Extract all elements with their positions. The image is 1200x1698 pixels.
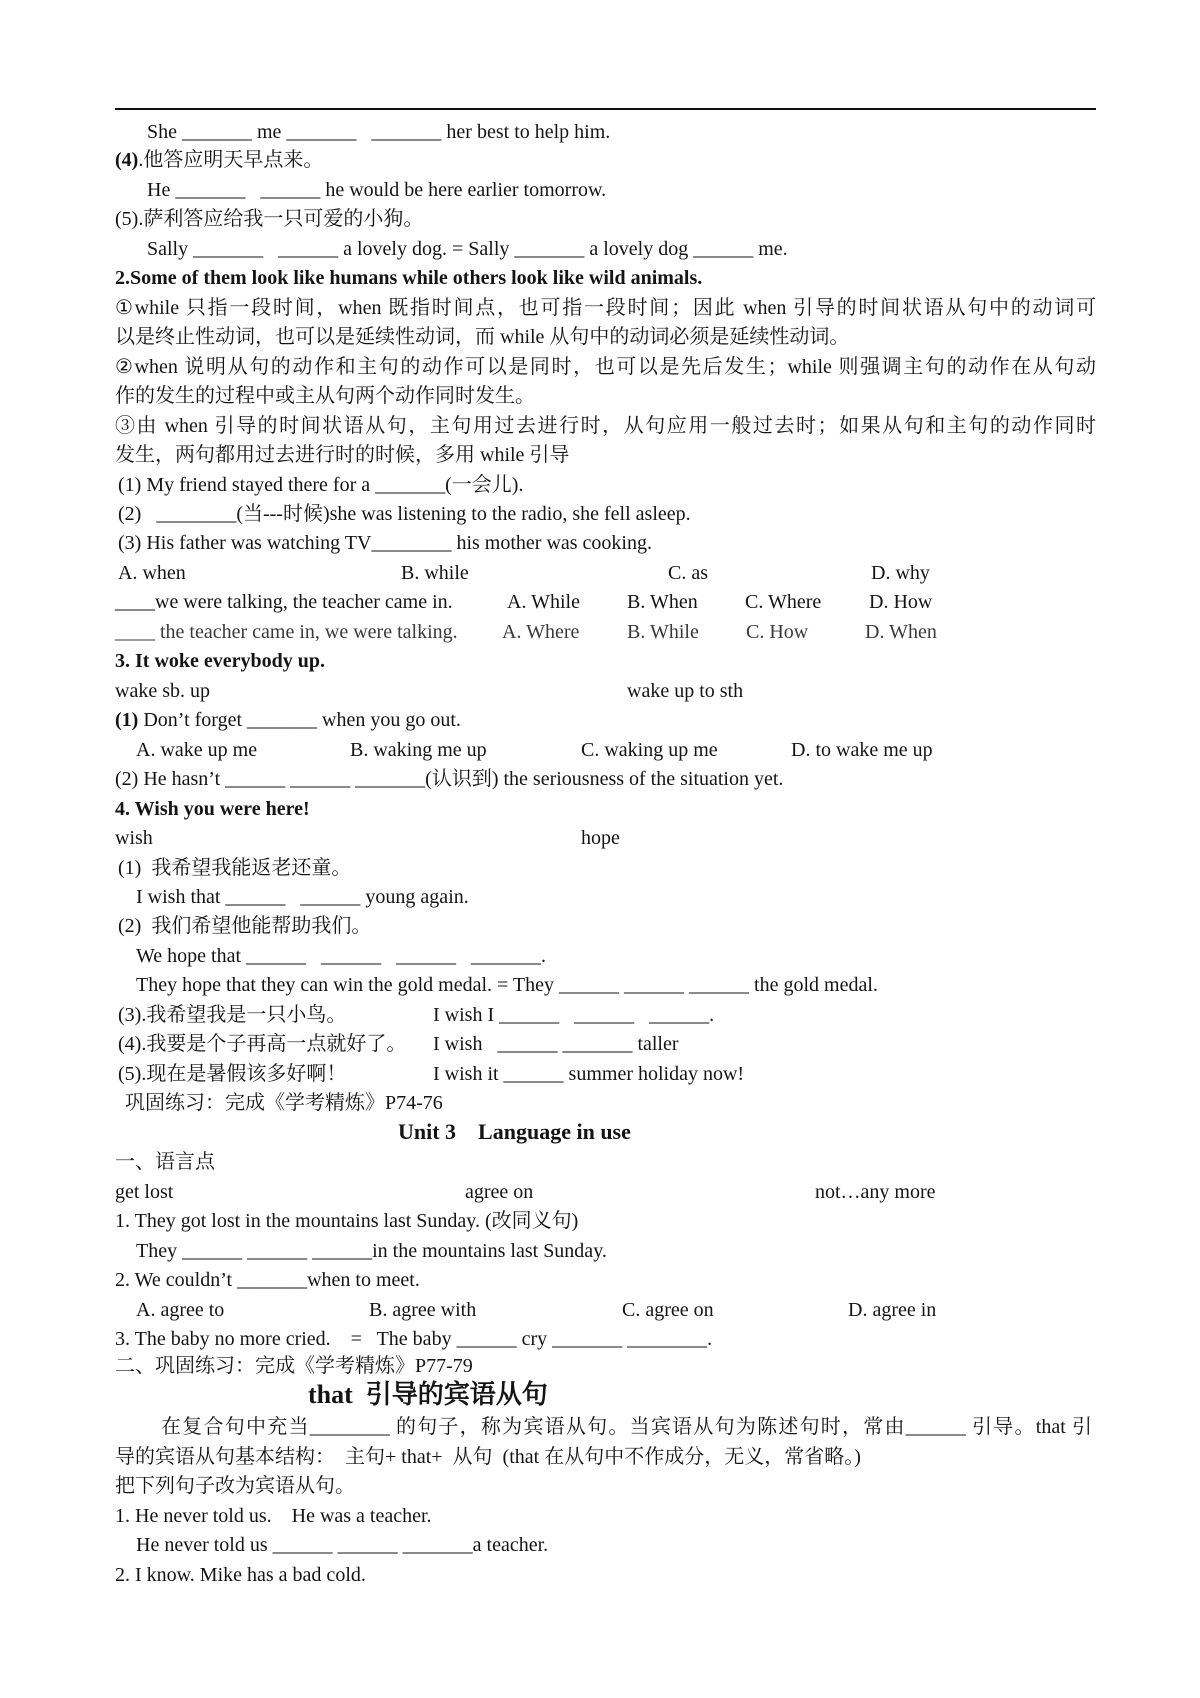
grammar-note: ①while 只指一段时间，when 既指时间点，也可指一段时间；因此 when 引导的时间状语从句中的动词可	[115, 297, 1096, 319]
section-heading: 4. Wish you were here!	[115, 798, 310, 820]
phrase-item: wake sb. up	[115, 680, 210, 702]
phrase-item: not…any more	[815, 1181, 936, 1203]
section-title: that 引导的宾语从句	[308, 1380, 548, 1409]
phrase-item: agree on	[465, 1181, 534, 1203]
exercise-prompt-cn	[115, 149, 323, 171]
option-d: D. How	[869, 591, 933, 613]
phrase-item: wish	[115, 827, 153, 849]
exercise-line: He never told us ______ ______ _______a teacher.	[136, 1534, 549, 1556]
option-b: B. waking me up	[350, 739, 487, 761]
option-d: D. When	[865, 621, 937, 643]
phrase-item: get lost	[115, 1181, 174, 1203]
option-c: C. Where	[745, 591, 822, 613]
grammar-note: 导的宾语从句基本结构： 主句+ that+ 从句 (that 在从句中不作成分，无义，常省略。)	[115, 1446, 861, 1468]
mc-question: ____ the teacher came in, we were talking.	[115, 621, 458, 643]
section-label: 一、语言点	[115, 1151, 215, 1173]
option-c: C. as	[668, 562, 708, 584]
exercise-line: I wish it ______ summer holiday now!	[433, 1063, 745, 1085]
grammar-note: ②when 说明从句的动作和主句的动作可以是同时，也可以是先后发生；while 则强调主句的动作在从句动	[115, 356, 1096, 378]
exercise-line: I wish ______ _______ taller	[433, 1033, 679, 1055]
option-a: A. wake up me	[136, 739, 258, 761]
mc-question: ____we were talking, the teacher came in.	[115, 591, 453, 613]
exercise-line: We hope that ______ ______ ______ _______.	[136, 945, 547, 967]
option-b: B. While	[627, 621, 699, 643]
grammar-note: 在复合句中充当________ 的句子，称为宾语从句。当宾语从句为陈述句时，常由______ 引导。that 引	[161, 1416, 1092, 1438]
phrase-item: wake up to sth	[627, 680, 744, 702]
exercise-prompt-cn: (5).萨利答应给我一只可爱的小狗。	[115, 208, 424, 230]
fill-in-question: (2) ________(当---时候)she was listening to the radio, she fell asleep.	[118, 503, 691, 525]
section-heading: 3. It woke everybody up.	[115, 650, 326, 672]
fill-in-question: (2) He hasn’t ______ ______ _______(认识到) the seriousness of the situation yet.	[115, 768, 784, 790]
option-a: A. agree to	[136, 1299, 225, 1321]
question-number: (1)	[115, 709, 139, 731]
option-d: D. agree in	[848, 1299, 937, 1321]
exercise-prompt-cn: (5).现在是暑假该多好啊！	[118, 1063, 347, 1085]
option-b: B. agree with	[369, 1299, 477, 1321]
exercise-line: 3. The baby no more cried. = The baby ______ cry _______ ________.	[115, 1328, 713, 1350]
exercise-text: .他答应明天早点来。	[138, 149, 324, 171]
exercise-prompt-cn: (2) 我们希望他能帮助我们。	[118, 915, 372, 937]
header-rule	[115, 108, 1096, 110]
option-c: C. How	[746, 621, 809, 643]
grammar-note: 作的发生的过程中或主从句两个动作同时发生。	[115, 385, 535, 407]
option-b: B. When	[627, 591, 698, 613]
exercise-line: He _______ ______ he would be here earlier tomorrow.	[147, 179, 607, 201]
fill-in-question: (1) My friend stayed there for a _______(一会儿).	[118, 474, 524, 496]
exercise-line: She _______ me _______ _______ her best to help him.	[147, 121, 611, 143]
option-d: D. why	[871, 562, 930, 584]
exercise-prompt-cn: (1) 我希望我能返老还童。	[118, 857, 352, 879]
exercise-prompt-cn: (3).我希望我是一只小鸟。	[118, 1004, 347, 1026]
option-a: A. when	[118, 562, 186, 584]
exercise-line: They hope that they can win the gold medal. = They ______ ______ ______ the gold medal.	[136, 974, 878, 996]
section-label: 二、巩固练习：完成《学考精炼》P77-79	[115, 1355, 473, 1377]
exercise-line: 1. He never told us. He was a teacher.	[115, 1505, 432, 1527]
grammar-note: ③由 when 引导的时间状语从句，主句用过去进行时，从句应用一般过去时；如果从句和主句的动作同时	[115, 415, 1096, 437]
question-text: Don’t forget _______ when you go out.	[138, 709, 461, 731]
exercise-line: They ______ ______ ______in the mountains last Sunday.	[136, 1240, 607, 1262]
exercise-prompt-cn: (4).我要是个子再高一点就好了。	[118, 1033, 407, 1055]
exercise-number: (4)	[115, 149, 139, 171]
exercise-line: I wish that ______ ______ young again.	[136, 886, 469, 908]
option-c: C. waking up me	[581, 739, 718, 761]
unit-title: Unit 3 Language in use	[398, 1119, 631, 1144]
section-heading: 2.Some of them look like humans while others look like wild animals.	[115, 267, 703, 289]
mc-question: 2. We couldn’t _______when to meet.	[115, 1269, 420, 1291]
instruction: 把下列句子改为宾语从句。	[115, 1475, 355, 1497]
mc-question	[115, 709, 461, 731]
exercise-line: Sally _______ ______ a lovely dog. = Sally _______ a lovely dog ______ me.	[147, 238, 788, 260]
exercise-line: 2. I know. Mike has a bad cold.	[115, 1564, 366, 1586]
phrase-item: hope	[581, 827, 620, 849]
option-b: B. while	[401, 562, 469, 584]
fill-in-question: (3) His father was watching TV________ his mother was cooking.	[118, 532, 652, 554]
option-c: C. agree on	[622, 1299, 714, 1321]
practice-note: 巩固练习：完成《学考精炼》P74-76	[125, 1092, 443, 1114]
grammar-note: 发生，两句都用过去进行时的时候，多用 while 引导	[115, 444, 570, 466]
option-a: A. While	[507, 591, 580, 613]
option-d: D. to wake me up	[791, 739, 933, 761]
exercise-line: I wish I ______ ______ ______.	[433, 1004, 715, 1026]
option-a: A. Where	[502, 621, 580, 643]
grammar-note: 以是终止性动词，也可以是延续性动词，而 while 从句中的动词必须是延续性动词。	[115, 326, 850, 348]
exercise-line: 1. They got lost in the mountains last Sunday. (改同义句)	[115, 1210, 579, 1232]
